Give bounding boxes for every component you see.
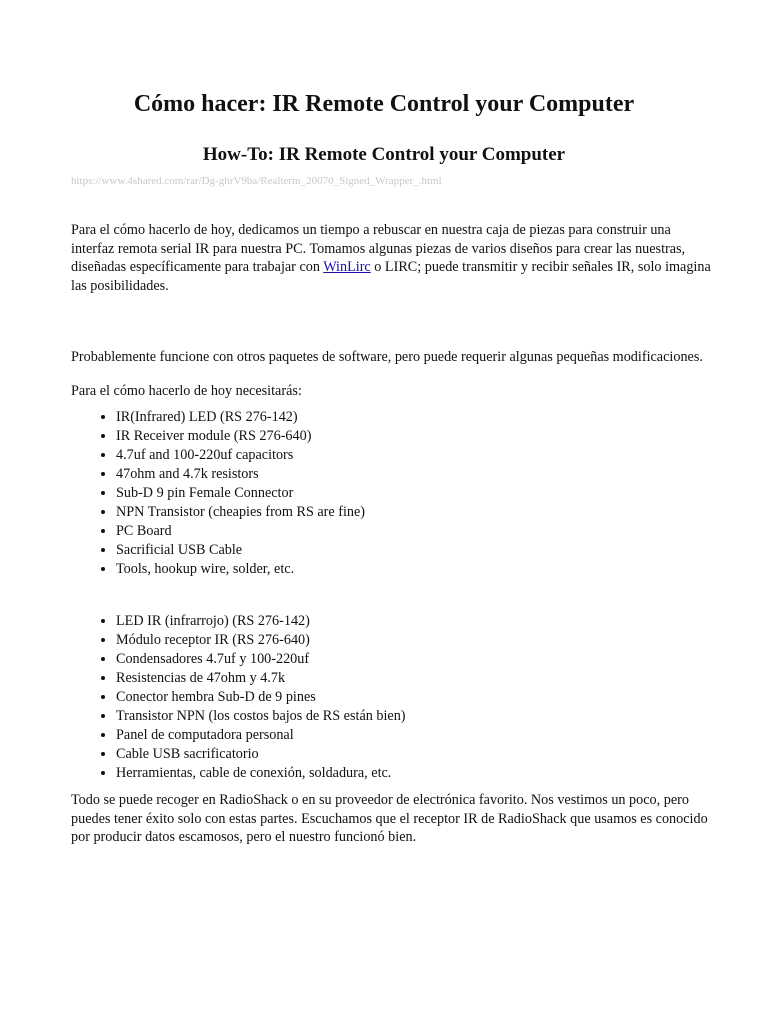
needs-paragraph: Para el cómo hacerlo de hoy necesitarás: <box>71 383 302 399</box>
list-item: • Tools, hookup wire, solder, etc. <box>116 560 365 579</box>
intro-text-end: o LIRC; puede transmitir y recibir señales IR, solo imagina las posibilidades. <box>71 259 711 294</box>
list-item: • LED IR (infrarrojo) (RS 276-142) <box>116 612 406 631</box>
page-subtitle: How-To: IR Remote Control your Computer <box>202 144 566 165</box>
list-item: • Conector hembra Sub-D de 9 pines <box>116 688 406 707</box>
parts-list-english <box>71 408 365 579</box>
list-item: • Sacrificial USB Cable <box>116 541 365 560</box>
winlirc-link[interactable]: WinLirc <box>323 259 371 275</box>
intro-text-start: Para el cómo hacerlo de hoy, dedicamos un tiempo a rebuscar en nuestra caja de piezas para construir una interfaz remota serial IR para nuestra PC. Tomamos algunas piezas de varios diseños para crear las nuestras, diseñadas específicamente para trabajar con <box>71 222 686 275</box>
list-item: • IR(Infrared) LED (RS 276-142) <box>116 408 365 427</box>
list-item: • NPN Transistor (cheapies from RS are fine) <box>116 503 365 522</box>
list-item: • Cable USB sacrificatorio <box>116 745 406 764</box>
list-item: • Sub-D 9 pin Female Connector <box>116 484 365 503</box>
list-item: • Transistor NPN (los costos bajos de RS están bien) <box>116 707 406 726</box>
list-item: • Condensadores 4.7uf y 100-220uf <box>116 650 406 669</box>
list-item: • IR Receiver module (RS 276-640) <box>116 427 365 446</box>
closing-paragraph: Todo se puede recoger en RadioShack o en su proveedor de electrónica favorito. Nos vestimos un poco, pero puedes tener éxito solo con estas partes. Escuchamos que el receptor IR de RadioShack que usamos es conocido por producir datos escamosos, pero el nuestro funcionó bien. <box>71 792 708 845</box>
list-item: • Resistencias de 47ohm y 4.7k <box>116 669 406 688</box>
list-item: • 47ohm and 4.7k resistors <box>116 465 365 484</box>
list-item: • 4.7uf and 100-220uf capacitors <box>116 446 365 465</box>
list-item: • Panel de computadora personal <box>116 726 406 745</box>
parts-list-spanish <box>71 612 406 783</box>
page-title: Cómo hacer: IR Remote Control your Computer <box>133 91 635 117</box>
software-paragraph: Probablemente funcione con otros paquetes de software, pero puede requerir algunas pequeñas modificaciones. <box>71 349 703 365</box>
intro-paragraph <box>71 221 711 295</box>
source-url: https://www.4shared.com/rar/Dg-ghrV9ba/Realterm_20070_Signed_Wrapper_.html <box>71 175 442 187</box>
list-item: • Herramientas, cable de conexión, soldadura, etc. <box>116 764 406 783</box>
list-item: • PC Board <box>116 522 365 541</box>
list-item: • Módulo receptor IR (RS 276-640) <box>116 631 406 650</box>
